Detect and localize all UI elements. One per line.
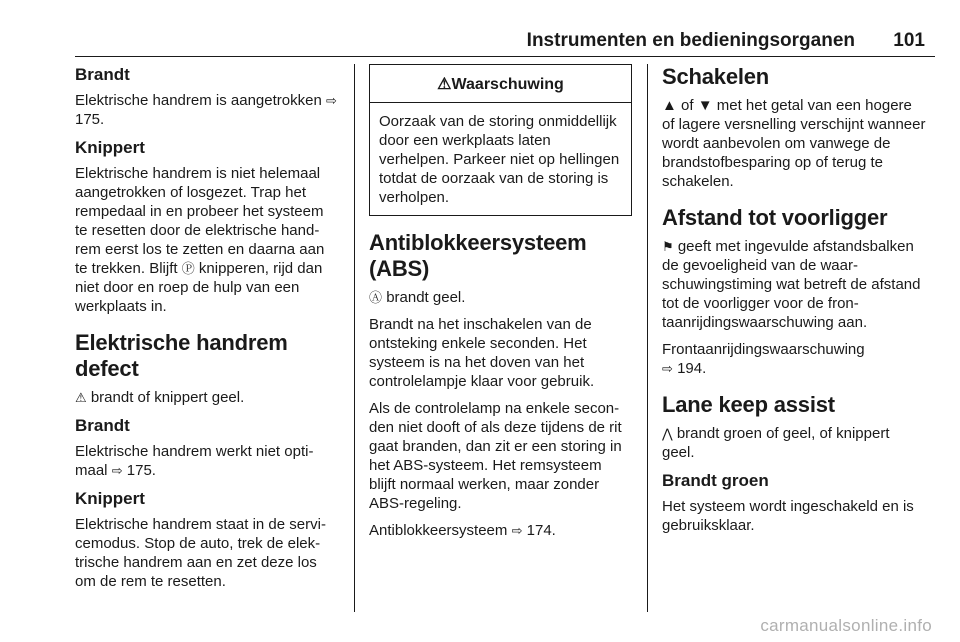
text-groen: Het systeem wordt ingeschakeld en is gebruiksklaar. xyxy=(662,498,914,534)
column-left xyxy=(75,64,340,599)
text-defect: ⚠ brandt of knippert geel. xyxy=(75,389,245,406)
text-schakelen: ▲ of ▼ met het getal van een hogere of lagere versnelling verschijnt wanneer wordt aanbevolen om vanwege de brandstofbesparing op of terug te schakelen. xyxy=(662,97,926,190)
ref-arrow-icon: ⇨ xyxy=(511,523,523,538)
ref-arrow-icon: ⇨ xyxy=(662,361,673,376)
warning-box xyxy=(369,64,632,216)
text-afstand: ⚑ geeft met ingevulde afstandsbalken de gevoeligheid van de waarschuwingstiming wat betreft de afstand tot de voorligger voor de frontaanrijdingswaarschuwing aan. xyxy=(662,238,921,331)
page-title: Instrumenten en bedieningsorganen xyxy=(526,30,855,51)
ref-arrow-icon: ⇨ xyxy=(111,463,123,478)
brake-fault-icon: ⚠ xyxy=(75,390,87,405)
heading-brandt: Brandt xyxy=(75,65,130,84)
heading-brandt-2: Brandt xyxy=(75,416,130,435)
page-header xyxy=(75,30,935,58)
warning-header xyxy=(370,65,631,103)
heading-afstand: Afstand tot voorligger xyxy=(662,205,888,230)
page-ref[interactable]: 175. xyxy=(126,462,156,479)
text-brandt-2: Elektrische handrem werkt niet optimaal ⇨ 175. xyxy=(75,443,314,479)
abs-icon: Ⓐ xyxy=(369,290,383,305)
text-abs-icon: Ⓐ brandt geel. xyxy=(369,289,466,306)
heading-handrem-defect: Elektrische handrem defect xyxy=(75,330,288,381)
up-arrow-icon: ▲ xyxy=(662,97,677,114)
text-lane: ⋀ brandt groen of geel, of knippert geel. xyxy=(662,425,890,461)
page-number: 101 xyxy=(893,30,925,51)
text-abs-ref: Antiblokkeersysteem ⇨ 174. xyxy=(369,522,556,539)
text-brandt: Elektrische handrem is aangetrokken ⇨ 175. xyxy=(75,92,337,128)
column-divider xyxy=(647,64,648,612)
heading-brandt-groen: Brandt groen xyxy=(662,471,769,490)
text-knippert: Elektrische handrem is niet helemaal aangetrokken of losgezet. Trap het rempedaal in en probeer het systeem te resetten door de elektrische handrem eerst los te zetten en daarna aan te trekken. Blijft Ⓟ knipperen, rijd dan niet door en roep de hulp van een werkplaats in. xyxy=(75,165,325,315)
down-arrow-icon: ▼ xyxy=(697,97,713,114)
page-ref[interactable]: 175. xyxy=(75,111,105,128)
column-divider xyxy=(354,64,355,612)
page-ref[interactable]: 194. xyxy=(677,360,707,377)
page-ref[interactable]: 174. xyxy=(526,522,556,539)
text-abs-1: Brandt na het inschakelen van de ontsteking enkele seconden. Het systeem is na het doven van het controlelampje klaar voor gebruik. xyxy=(369,316,595,390)
header-rule xyxy=(75,56,935,57)
column-middle xyxy=(369,64,632,548)
warning-title: Waarschuwing xyxy=(451,76,564,93)
heading-schakelen: Schakelen xyxy=(662,64,770,89)
text-knippert-2: Elektrische handrem staat in de servicemodus. Stop de auto, trek de elektrische handrem aan en zet deze los om de rem te resetten. xyxy=(75,516,326,590)
lane-keep-icon: ⋀ xyxy=(662,426,673,441)
heading-abs: Antiblokkeersysteem (ABS) xyxy=(369,230,587,281)
warning-icon: ⚠ xyxy=(437,76,452,93)
watermark: carmanualsonline.info xyxy=(760,616,932,635)
text-fcw-ref: Frontaanrijdingswaarschuwing ⇨ 194. xyxy=(662,341,865,377)
heading-knippert: Knippert xyxy=(75,138,145,157)
text-abs-2: Als de controlelamp na enkele seconden niet dooft of als deze tijdens de rit gaat branden, dan zit er een storing in het ABS-systeem. Het remsysteem blijft normaal werken, maar zonder ABS-regeling. xyxy=(369,400,622,512)
heading-knippert-2: Knippert xyxy=(75,489,145,508)
car-distance-icon: ⚑ xyxy=(662,239,674,254)
heading-lane-keep: Lane keep assist xyxy=(662,392,835,417)
ref-arrow-icon: ⇨ xyxy=(325,93,337,108)
brake-light-icon: Ⓟ xyxy=(181,261,195,276)
warning-text: Oorzaak van de storing onmiddellijk door een werkplaats laten verhelpen. Parkeer niet op hellingen totdat de oorzaak van de storing is verholpen. xyxy=(379,113,620,206)
column-right xyxy=(662,64,926,543)
